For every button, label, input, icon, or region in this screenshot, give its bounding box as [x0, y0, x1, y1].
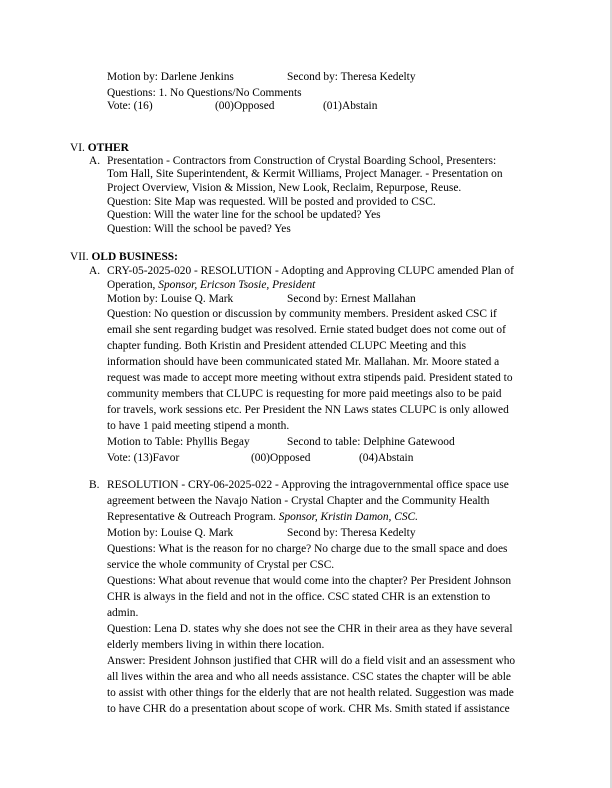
discussion-line: Questions: What is the reason for no charge? No charge due to the small space and does [107, 543, 508, 555]
motion-by: Motion by: Louise Q. Mark [107, 527, 234, 539]
presentation-line: Presentation - Contractors from Construction of Crystal Boarding School, Presenters: [107, 155, 497, 167]
discussion-line: information should have been communicated stated Mr. Mallahan. Mr. Moore stated a [107, 356, 500, 368]
vote-abstain: (04)Abstain [359, 452, 414, 464]
presentation-line: Tom Hall, Site Superintendent, & Kermit Williams, Project Manager. - Presentation on [107, 168, 503, 180]
item-letter: B. [89, 479, 100, 491]
discussion-line: Answer: President Johnson justified that CHR will do a field visit and an assessment who [107, 655, 516, 667]
motion-by: Motion by: Louise Q. Mark [107, 293, 234, 305]
presentation-line: Project Overview, Vision & Mission, New Look, Reclaim, Repurpose, Reuse. [107, 182, 462, 194]
second-by: Second by: Theresa Kedelty [287, 71, 416, 83]
discussion-line: email she sent regarding budget was resolved. Ernie stated budget does not come out of [107, 324, 506, 336]
vote-opposed: (00)Opposed [215, 100, 275, 112]
discussion-line: Question: Lena D. states why she does not see the CHR in their area as they have several [107, 623, 513, 635]
questions-line: Questions: 1. No Questions/No Comments [107, 87, 302, 99]
discussion-line: request was made to accept more meeting without extra stipends paid. President stated to [107, 372, 513, 384]
resolution-title-cont: agreement between the Navajo Nation - Crystal Chapter and the Community Health [107, 495, 490, 507]
second-by: Second by: Ernest Mallahan [287, 293, 416, 305]
resolution-sponsor-line [107, 510, 418, 526]
vote-favor: Vote: (16) [107, 100, 153, 112]
section-number: VII. [70, 251, 89, 263]
discussion-line: to assist with other things for the elderly that are not health related. Suggestion was made [107, 687, 514, 699]
discussion-line: service the whole community of Crystal per CSC. [107, 559, 335, 571]
resolution-title: CRY-05-2025-020 - RESOLUTION - Adopting and Approving CLUPC amended Plan of [107, 265, 514, 277]
discussion-line: for travels, work sessions etc. Per President the NN Laws states CLUPC is only allowed [107, 404, 509, 416]
resolution-title-cont: Representative & Outreach Program. [107, 511, 279, 523]
resolution-title-cont: Operation, [107, 279, 159, 291]
discussion-line: Questions: What about revenue that would come into the chapter? Per President Johnson [107, 575, 512, 587]
motion-by: Motion by: Darlene Jenkins [107, 71, 234, 83]
discussion-line: to have CHR do a presentation about scope of work. CHR Ms. Smith stated if assistance [107, 703, 510, 715]
section-title: OTHER [87, 142, 129, 154]
sponsor: Sponsor, Ericson Tsosie, President [158, 279, 316, 291]
question-line: Question: Will the school be paved? Yes [107, 223, 291, 235]
vote-favor: Vote: (13)Favor [107, 452, 180, 464]
discussion-line: community members that CLUPC is requesting for more paid meetings also to be paid [107, 388, 502, 400]
vote-abstain: (01)Abstain [323, 100, 378, 112]
discussion-line: admin. [107, 607, 139, 619]
resolution-title: RESOLUTION - CRY-06-2025-022 - Approving the intragovernmental office space use [107, 479, 509, 491]
discussion-line: CHR is always in the field and not in the office. CSC stated CHR is an extenstion to [107, 591, 491, 603]
vote-opposed: (00)Opposed [251, 452, 311, 464]
question-line: Question: Site Map was requested. Will be posted and provided to CSC. [107, 196, 436, 208]
item-letter: A. [89, 265, 101, 277]
second-by: Second by: Theresa Kedelty [287, 527, 416, 539]
table-motion: Motion to Table: Phyllis Begay [107, 436, 250, 448]
discussion-line: elderly members living in within there location. [107, 639, 325, 651]
section-title: OLD BUSINESS: [91, 251, 178, 263]
discussion-line: chapter funding. Both Kristin and President attended CLUPC Meeting and this [107, 340, 467, 352]
discussion-line: all lives within the area and who all needs assistance. CSC states the chapter will be able [107, 671, 511, 683]
discussion-line: to have 1 paid meeting stipend a month. [107, 420, 290, 432]
question-line: Question: Will the water line for the school be updated? Yes [107, 209, 381, 221]
section-number: VI. [70, 142, 85, 154]
discussion-line: Question: No question or discussion by community members. President asked CSC if [107, 308, 497, 320]
sponsor: Sponsor, Kristin Damon, CSC. [278, 511, 418, 523]
table-second: Second to table: Delphine Gatewood [287, 436, 455, 448]
item-letter: A. [89, 155, 101, 167]
